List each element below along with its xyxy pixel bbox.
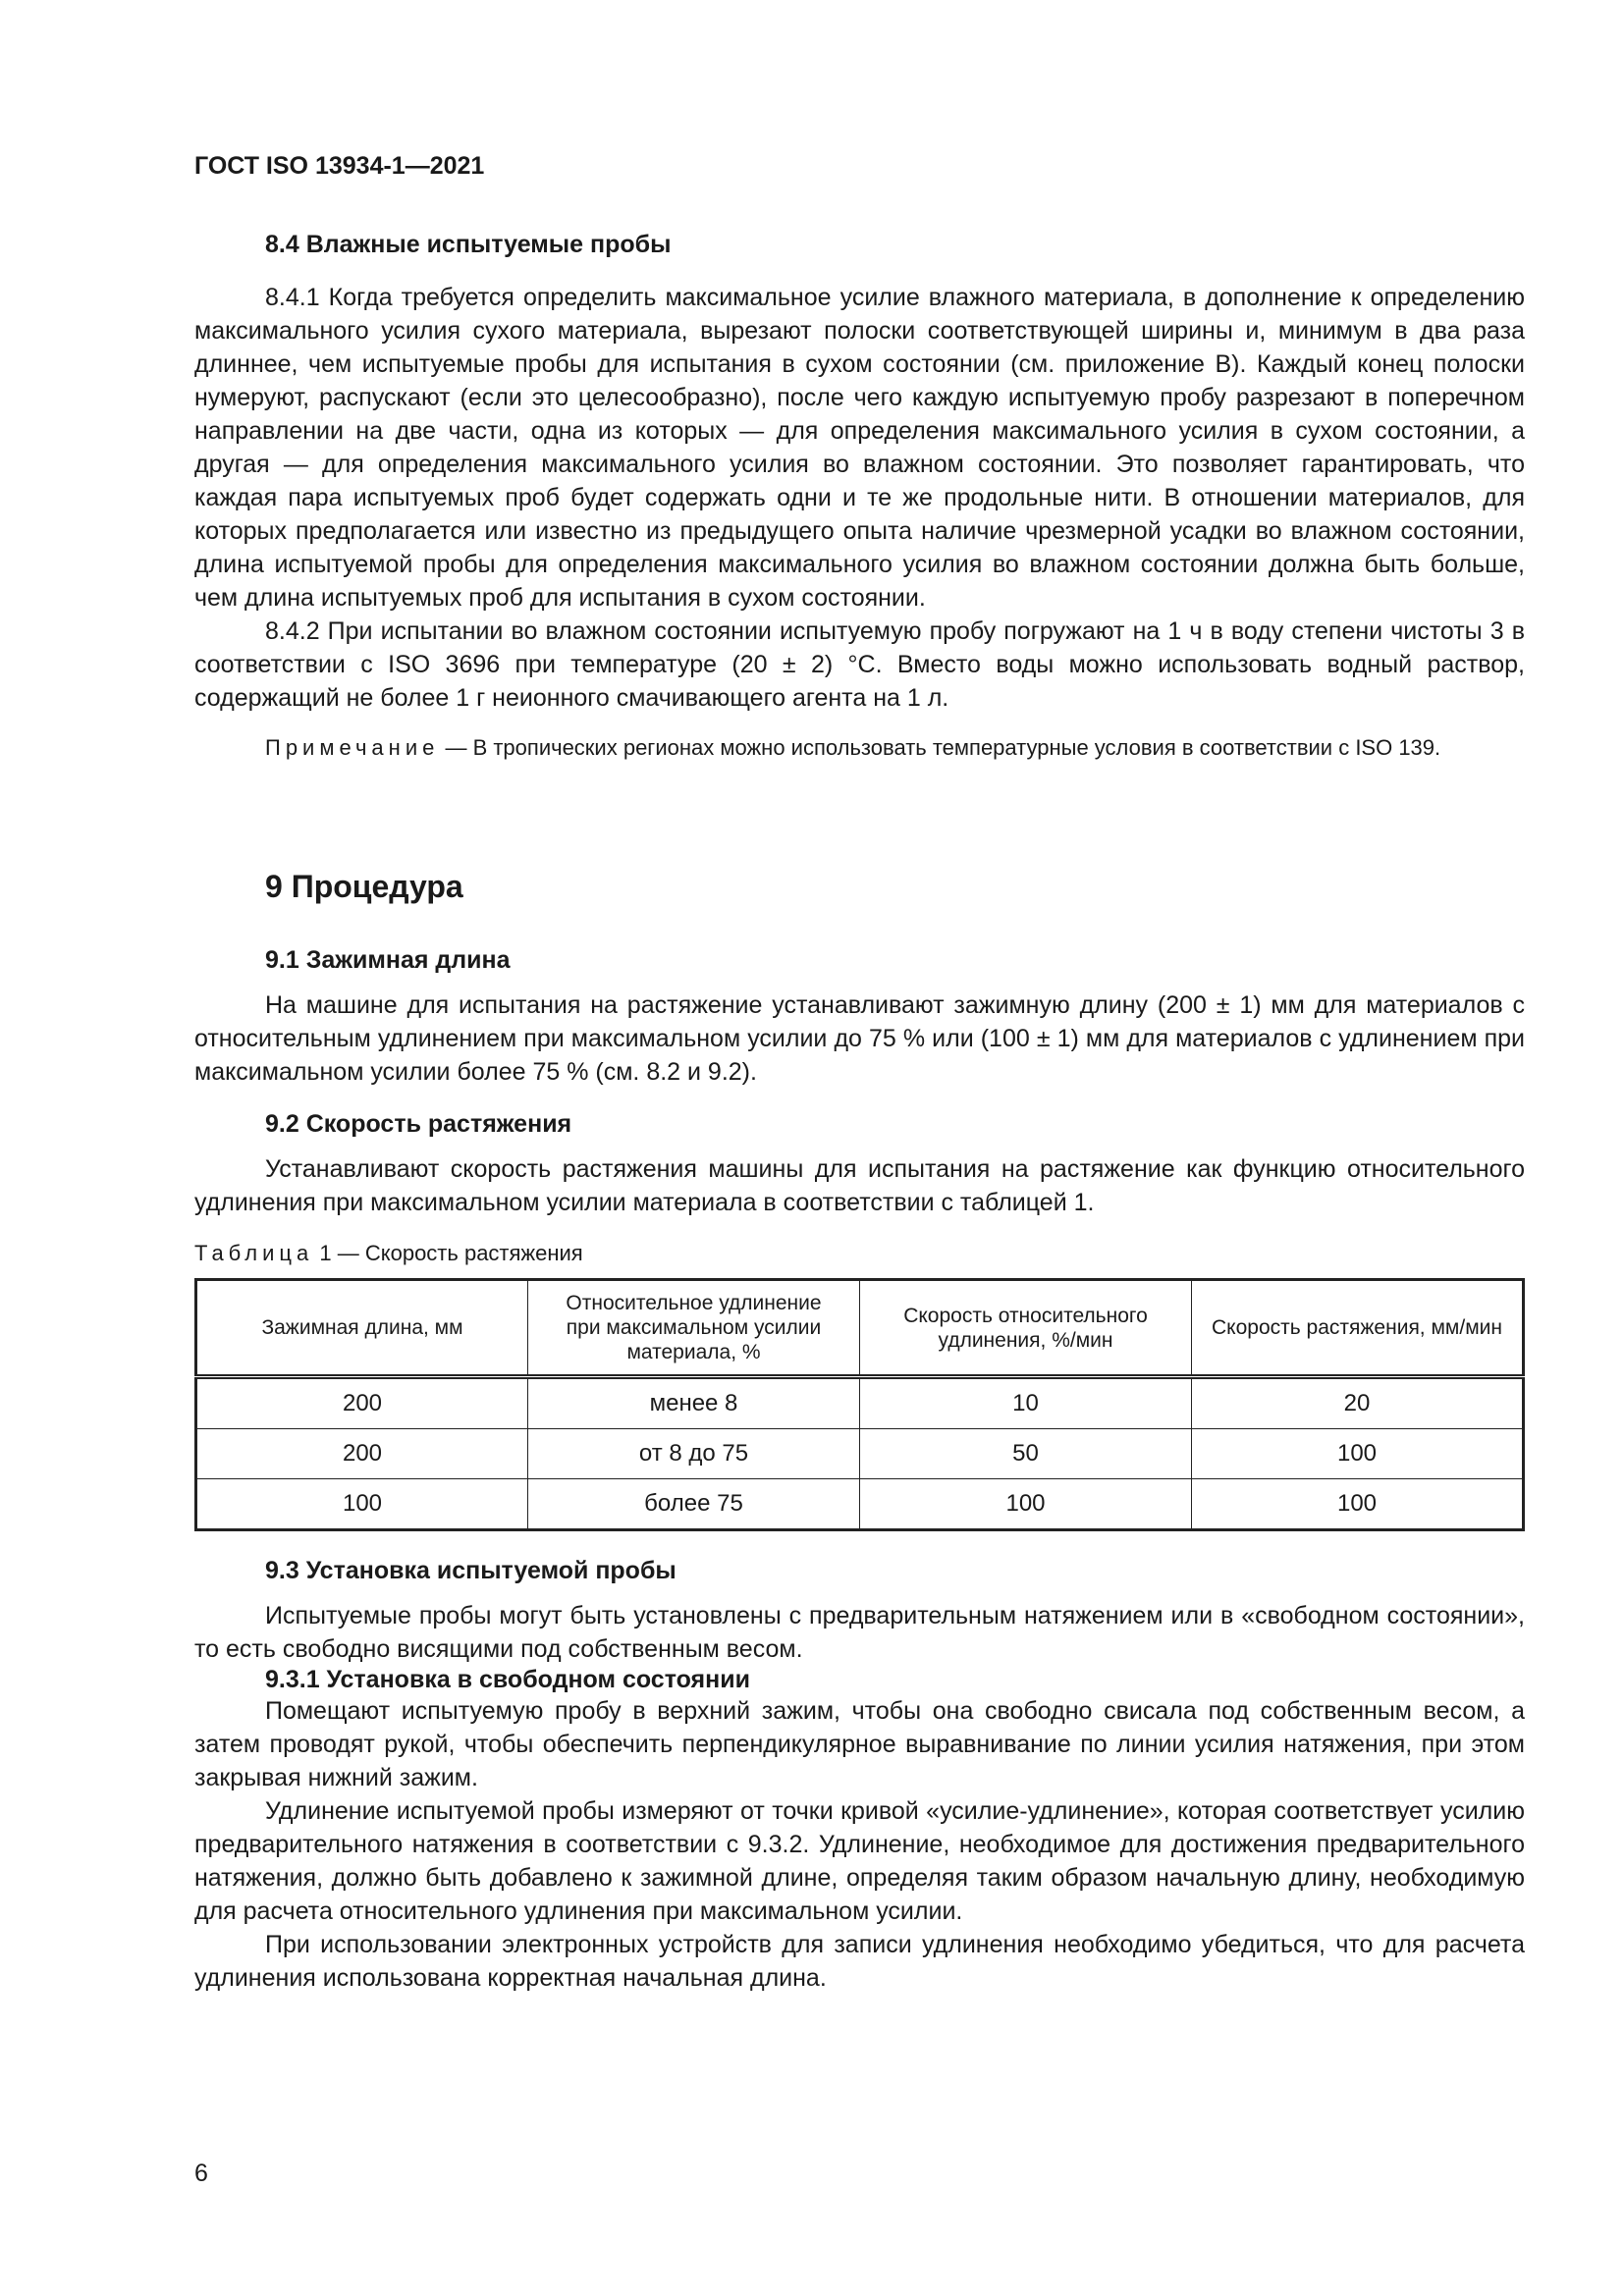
paragraph: Устанавливают скорость растяжения машины для испытания на растяжение как функцию относительного удлинения при максимальном усилии материала в соответствии с таблицей 1. [194, 1155, 1525, 1216]
section-heading: 9.3 Установка испытуемой пробы [265, 1557, 677, 1584]
paragraph: При использовании электронных устройств для записи удлинения необходимо убедиться, что для расчета удлинения использована корректная начальная длина. [194, 1931, 1525, 1992]
page-number: 6 [194, 2160, 208, 2187]
table-row [196, 1377, 1524, 1429]
table-header: Скорость растяжения, мм/мин [1192, 1280, 1524, 1377]
table-cell: 100 [860, 1479, 1192, 1530]
table-header: Скорость относительного удлинения, %/мин [860, 1280, 1192, 1377]
table-row [196, 1479, 1524, 1530]
section-8-4 [194, 231, 1525, 764]
table-caption-label: Таблица [194, 1241, 314, 1265]
speed-table [194, 1278, 1525, 1531]
table-header-row [196, 1280, 1524, 1377]
paragraph: Удлинение испытуемой пробы измеряют от точки кривой «усилие-удлинение», которая соответствует усилию предварительного натяжения в соответствии с 9.3.2. Удлинение, необходимое для достижения предварительного натяжения, должно быть добавлено к зажимной длине, определяя таким образом начальную длину, необходимую для расчета относительного удлинения при максимальном усилии. [194, 1797, 1525, 1925]
section-heading: 9.1 Зажимная длина [265, 946, 511, 974]
section-heading: 9.2 Скорость растяжения [265, 1110, 572, 1138]
note-label: Примечание [265, 735, 440, 760]
table-cell: 20 [1192, 1377, 1524, 1429]
table-cell: 100 [1192, 1429, 1524, 1479]
table-row [196, 1429, 1524, 1479]
table-cell: 100 [196, 1479, 528, 1530]
section-heading: 9 Процедура [265, 869, 463, 904]
table-cell: от 8 до 75 [528, 1429, 860, 1479]
table-cell: 200 [196, 1377, 528, 1429]
note-text: — В тропических регионах можно использовать температурные условия в соответствии с ISO 139. [439, 735, 1441, 760]
table-cell: менее 8 [528, 1377, 860, 1429]
note [194, 732, 1525, 764]
table-header: Зажимная длина, мм [196, 1280, 528, 1377]
table-header: Относительное удлинение при максимальном усилии материала, % [528, 1280, 860, 1377]
table-cell: более 75 [528, 1479, 860, 1530]
paragraph: 8.4.1 Когда требуется определить максимальное усилие влажного материала, в дополнение к определению максимального усилия сухого материала, вырезают полоски соответствующей ширины и, минимум в два раза длиннее, чем испытуемые пробы для испытания в сухом состоянии (см. приложение В). Каждый конец полоски нумеруют, распускают (если это целесообразно), после чего каждую испытуемую пробу разрезают в поперечном направлении на две части, одна из которых — для определения максимального усилия в сухом состоянии, а другая — для определения максимального усилия во влажном состоянии. Это позволяет гарантировать, что каждая пара испытуемых проб будет содержать одни и те же продольные нити. В отношении материалов, для которых предполагается или известно из предыдущего опыта наличие чрезмерной усадки во влажном состоянии, длина испытуемой пробы для определения максимального усилия во влажном состоянии должна быть больше, чем длина испытуемых проб для испытания в сухом состоянии. [194, 284, 1525, 612]
section-9 [194, 869, 1525, 1995]
table-caption-text: 1 — Скорость растяжения [313, 1241, 583, 1265]
paragraph: На машине для испытания на растяжение устанавливают зажимную длину (200 ± 1) мм для материалов с относительным удлинением при максимальном усилии до 75 % или (100 ± 1) мм для материалов с удлинением при максимальном усилии более 75 % (см. 8.2 и 9.2). [194, 991, 1525, 1086]
table-caption [194, 1241, 1525, 1266]
table-cell: 200 [196, 1429, 528, 1479]
section-heading: 8.4 Влажные испытуемые пробы [265, 231, 672, 258]
table-cell: 10 [860, 1377, 1192, 1429]
table-cell: 50 [860, 1429, 1192, 1479]
paragraph: Испытуемые пробы могут быть установлены с предварительным натяжением или в «свободном состоянии», то есть свободно висящими под собственным весом. [194, 1602, 1525, 1663]
paragraph: Помещают испытуемую пробу в верхний зажим, чтобы она свободно свисала под собственным весом, а затем проводят рукой, чтобы обеспечить перпендикулярное выравнивание по линии усилия натяжения, при этом закрывая нижний зажим. [194, 1697, 1525, 1791]
section-heading: 9.3.1 Установка в свободном состоянии [265, 1666, 750, 1693]
document-header: ГОСТ ISO 13934-1—2021 [194, 152, 485, 180]
paragraph: 8.4.2 При испытании во влажном состоянии испытуемую пробу погружают на 1 ч в воду степени чистоты 3 в соответствии с ISO 3696 при температуре (20 ± 2) °С. Вместо воды можно использовать водный раствор, содержащий не более 1 г неионного смачивающего агента на 1 л. [194, 617, 1525, 712]
table-cell: 100 [1192, 1479, 1524, 1530]
